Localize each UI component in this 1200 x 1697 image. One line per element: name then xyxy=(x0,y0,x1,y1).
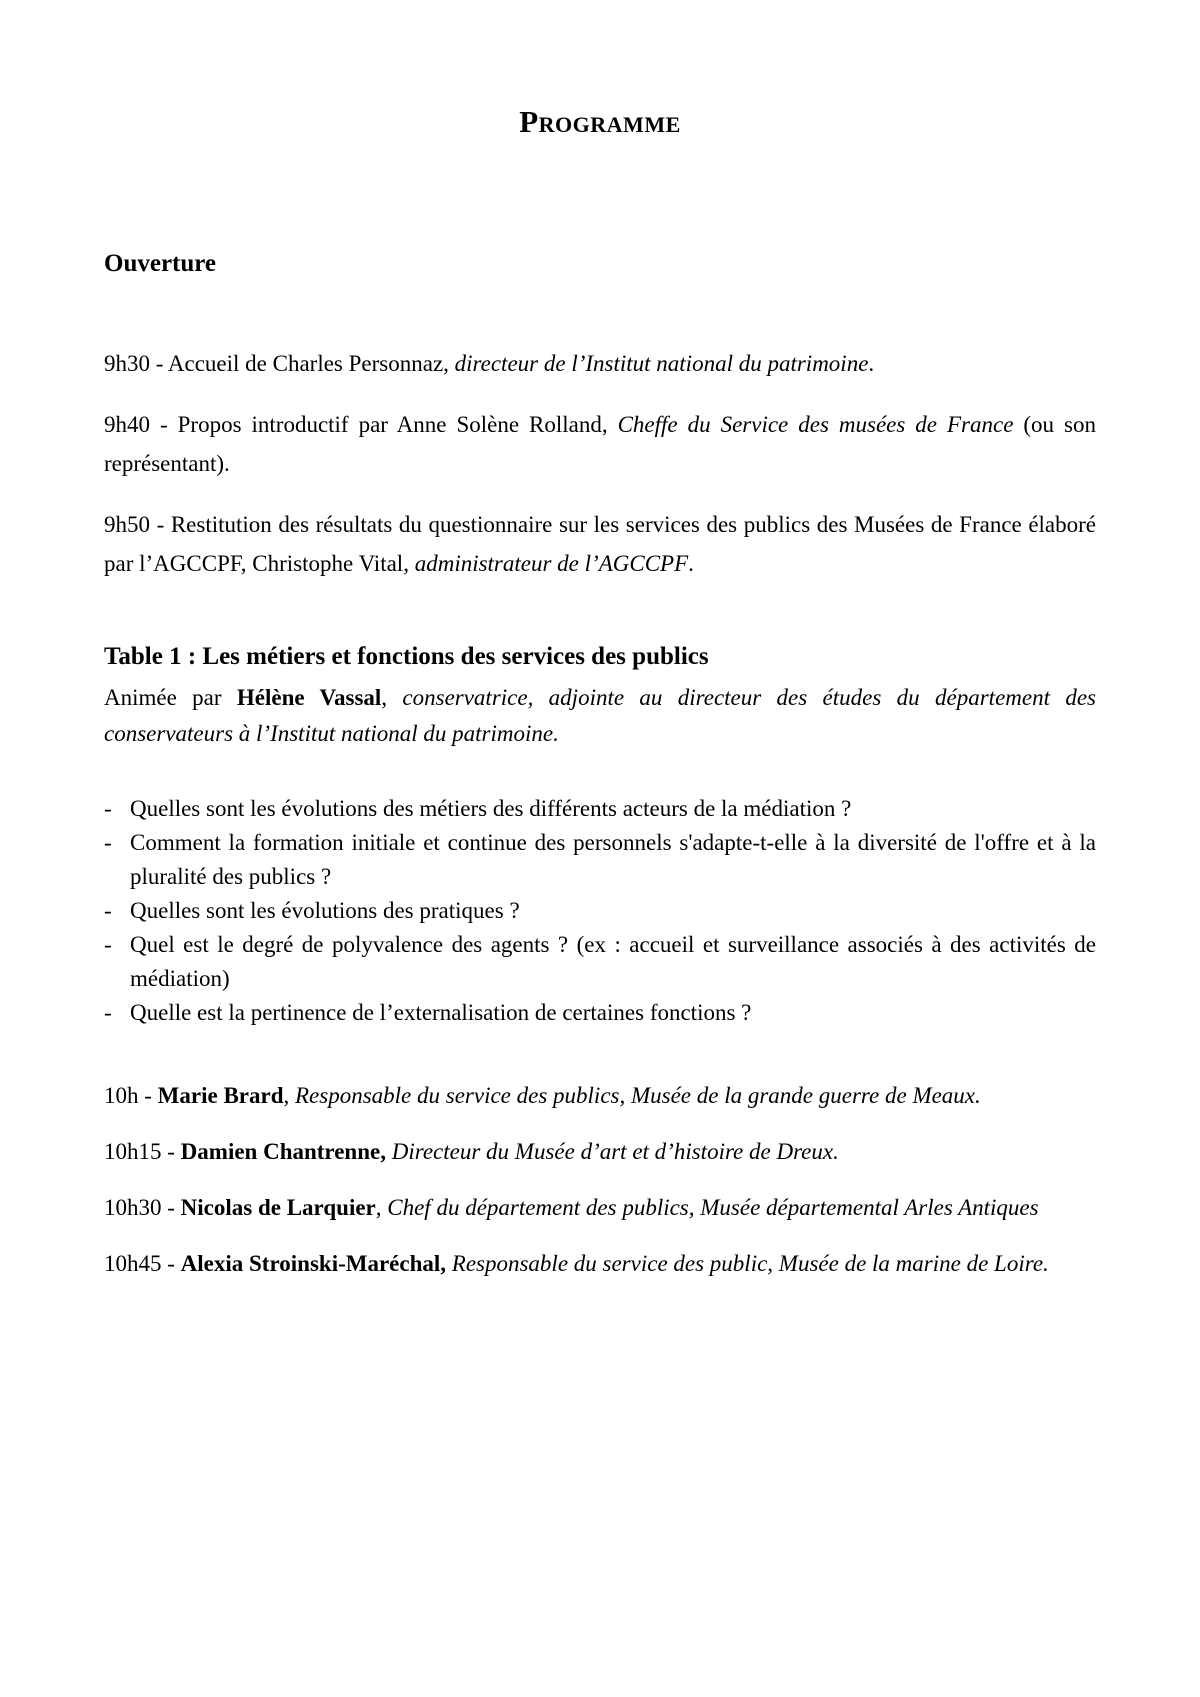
bullet-dash: - xyxy=(104,796,112,821)
speaker-time: 10h xyxy=(104,1083,139,1108)
speaker-time: 10h15 xyxy=(104,1139,162,1164)
question-text: Comment la formation initiale et continue des personnels s'adapte-t-elle à la diversité de l'offre et à la pluralité des publics ? xyxy=(130,830,1096,889)
document-title: Programme xyxy=(519,104,681,139)
entry-time: 9h50 xyxy=(104,512,150,537)
question-item xyxy=(104,894,1096,928)
moderator-lead: Animée par xyxy=(104,685,237,710)
question-text: Quel est le degré de polyvalence des agents ? (ex : accueil et surveillance associés à des activités de médiation) xyxy=(130,932,1096,991)
entry-text: - Propos introductif par Anne Solène Rolland, xyxy=(150,412,618,437)
section-heading-table1: Table 1 : Les métiers et fonctions des services des publics xyxy=(104,643,709,670)
question-text: Quelles sont les évolutions des pratiques ? xyxy=(130,898,520,923)
speaker-time: 10h30 xyxy=(104,1195,162,1220)
section-heading-ouverture: Ouverture xyxy=(104,250,217,277)
question-text: Quelles sont les évolutions des métiers des différents acteurs de la médiation ? xyxy=(130,796,852,821)
entry-role: Cheffe du Service des musées de France xyxy=(617,412,1014,437)
speaker-dash: - xyxy=(161,1251,181,1276)
question-item xyxy=(104,792,1096,826)
speaker-name: Alexia Stroinski-Maréchal, xyxy=(180,1251,447,1276)
speaker-entry-10h15 xyxy=(104,1132,1096,1171)
speaker-role: Responsable du service des publics, Musée de la grande guerre de Meaux. xyxy=(295,1083,981,1108)
bullet-dash: - xyxy=(104,830,112,855)
moderator-line xyxy=(104,680,1096,752)
speaker-name: Damien Chantrenne, xyxy=(180,1139,386,1164)
speaker-sep: , xyxy=(283,1083,295,1108)
speaker-entry-10h30 xyxy=(104,1188,1096,1227)
entry-time: 9h40 xyxy=(104,412,150,437)
bullet-dash: - xyxy=(104,932,112,957)
speaker-role: Directeur du Musée d’art et d’histoire de Dreux. xyxy=(391,1139,839,1164)
speaker-entry-10h xyxy=(104,1076,1096,1115)
entry-role: administrateur de l’AGCCPF xyxy=(414,551,689,576)
schedule-entry-9h40 xyxy=(104,405,1096,483)
entry-tail: . xyxy=(868,351,875,376)
entry-role: directeur de l’Institut national du patrimoine xyxy=(454,351,869,376)
entry-text: - Restitution des résultats du questionnaire sur les services des publics des Musées de France élaboré par l’AGCCPF, Christophe Vital, xyxy=(104,512,1096,576)
question-text: Quelle est la pertinence de l’externalisation de certaines fonctions ? xyxy=(130,1000,752,1025)
entry-tail: . xyxy=(688,551,694,576)
question-item xyxy=(104,996,1096,1030)
schedule-entry-9h50 xyxy=(104,505,1096,583)
speaker-sep: , xyxy=(375,1195,388,1220)
question-list xyxy=(104,792,1096,1030)
speaker-time: 10h45 xyxy=(104,1251,162,1276)
speaker-dash: - xyxy=(161,1139,181,1164)
moderator-sep: , xyxy=(381,685,403,710)
speaker-entry-10h45 xyxy=(104,1244,1096,1283)
question-item xyxy=(104,826,1096,894)
bullet-dash: - xyxy=(104,898,112,923)
entry-tail: (ou son représentant). xyxy=(104,412,1096,476)
speaker-dash: - xyxy=(138,1083,158,1108)
speaker-role: Responsable du service des public, Musée de la marine de Loire. xyxy=(451,1251,1049,1276)
question-item xyxy=(104,928,1096,996)
entry-text: - Accueil de Charles Personnaz, xyxy=(150,351,455,376)
moderator-name: Hélène Vassal xyxy=(236,685,382,710)
schedule-entry-9h30 xyxy=(104,344,1096,383)
speaker-role: Chef du département des publics, Musée départemental Arles Antiques xyxy=(387,1195,1039,1220)
entry-time: 9h30 xyxy=(104,351,150,376)
speaker-dash: - xyxy=(161,1195,181,1220)
speaker-name: Marie Brard xyxy=(157,1083,284,1108)
speaker-name: Nicolas de Larquier xyxy=(180,1195,376,1220)
bullet-dash: - xyxy=(104,1000,112,1025)
moderator-role: conservatrice, adjointe au directeur des études du département des conservateurs à l’Institut national du patrimoine. xyxy=(104,685,1096,746)
